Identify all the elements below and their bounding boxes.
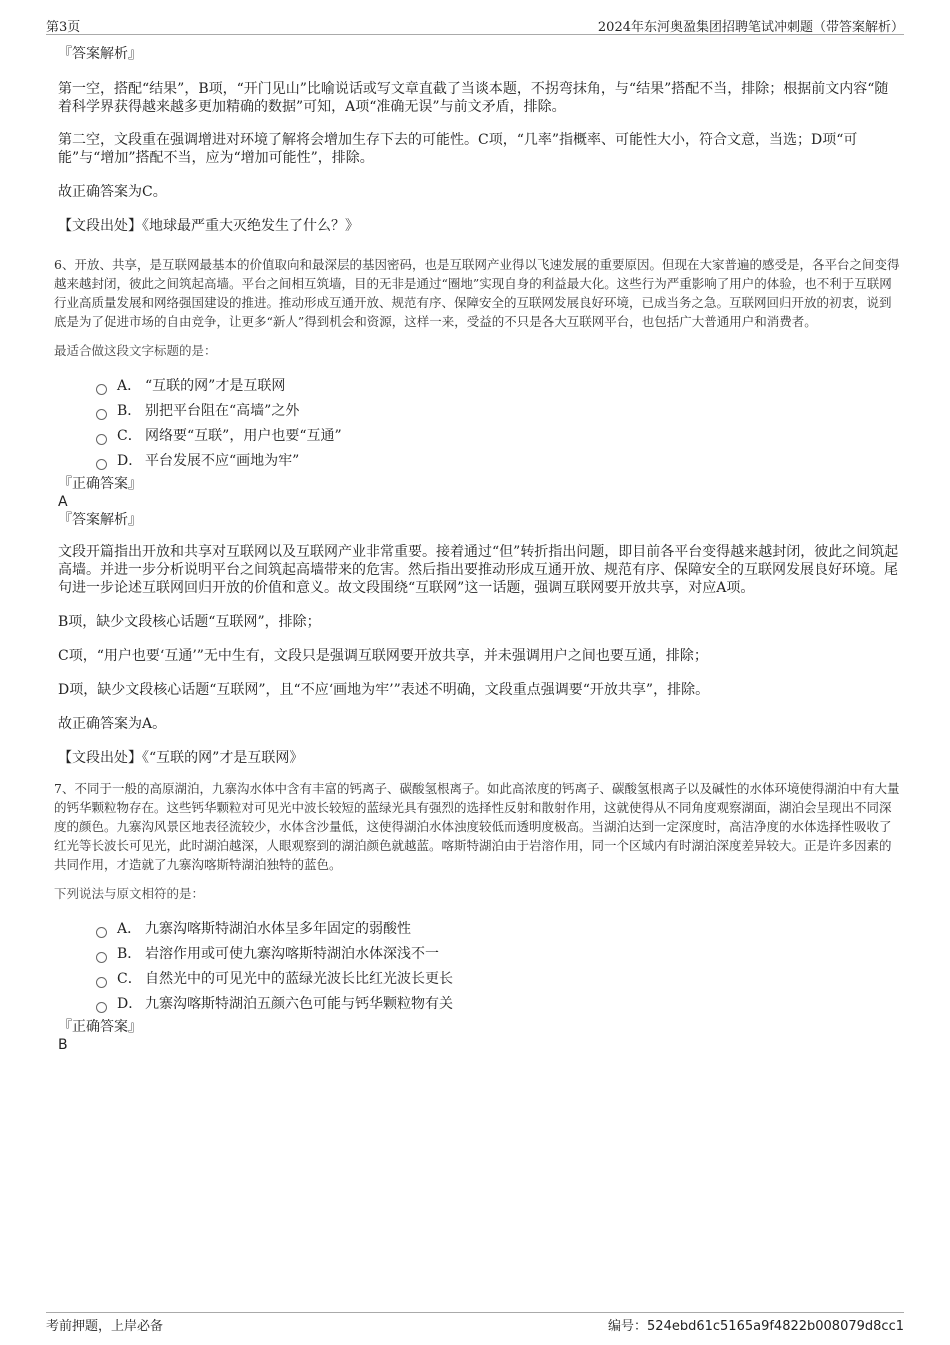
analysis-paragraph: D项，缺少文段核心话题“互联网”，且“不应‘画地为牢’”表述不明确，文段重点强调要“开放共享”，排除。	[58, 682, 710, 698]
question-7-text: 7、不同于一般的高原湖泊，九寨沟水体中含有丰富的钙离子、碳酸氢根离子。如此高浓度的钙离子、碳酸氢根离子以及碱性的水体环境使得湖泊中有大量的钙华颗粒物存在。这些钙华颗粒对可见光中波长较短的蓝绿光具有强烈的选择性反射和散射作用，这就使得从不同角度观察湖面，湖泊会呈现出不同深度的颜色。九寨沟风景区地表径流较少，水体含沙量低，这使得湖泊水体浊度较低而透明度极高。当湖泊达到一定深度时，高洁净度的水体选择性吸收了红光等长波长可见光，此时湖泊越深，人眼观察到的湖泊颜色就越蓝。喀斯特湖泊由于岩溶作用，同一个区域内有时湖泊深度差异较大。正是许多因素的共同作用，才造就了九寨沟喀斯特湖泊独特的蓝色。	[54, 781, 900, 872]
source-citation: 【文段出处】《地球最严重大灭绝发生了什么？》	[58, 218, 359, 234]
analysis-label: 『答案解析』	[58, 512, 142, 528]
correct-answer: B	[58, 1037, 68, 1053]
radio-icon[interactable]	[96, 409, 107, 420]
radio-icon[interactable]	[96, 459, 107, 470]
document-title: 2024年东河奥盈集团招聘笔试冲刺题（带答案解析）	[597, 20, 904, 35]
question-6-prompt: 最适合做这段文字标题的是：	[54, 343, 217, 358]
question-6-options	[54, 374, 900, 474]
correct-answer-label: 『正确答案』	[58, 1019, 142, 1035]
analysis-paragraph: 第二空，文段重在强调增进对环境了解将会增加生存下去的可能性。C项，“几率”指概率、可能性大小，符合文意，当选；D项“可能”与“增加”搭配不当，应为“增加可能性”，排除。	[58, 132, 858, 166]
radio-icon[interactable]	[96, 927, 107, 938]
analysis-conclusion: 故正确答案为A。	[58, 716, 167, 732]
radio-icon[interactable]	[96, 952, 107, 963]
question-6-text: 6、开放、共享，是互联网最基本的价值取向和最深层的基因密码，也是互联网产业得以飞速发展的重要原因。但现在大家普遍的感受是，各平台之间变得越来越封闭，彼此之间筑起高墙。平台之间相互筑墙，目的无非是通过“圈地”实现自身的利益最大化。这些行为严重影响了用户的体验，也不利于互联网行业高质量发展和网络强国建设的推进。推动形成互通开放、规范有序、保障安全的互联网发展良好环境，已成当务之急。互联网回归开放的初衷，说到底是为了促进市场的自由竞争，让更多“新人”得到机会和资源，这样一来，受益的不只是各大互联网平台，也包括广大普通用户和消费者。	[54, 257, 900, 329]
option-a[interactable]: A． 九寨沟喀斯特湖泊水体呈多年固定的弱酸性	[96, 917, 900, 942]
question-7-options	[54, 917, 900, 1017]
analysis-paragraph: B项，缺少文段核心话题“互联网”，排除；	[58, 614, 321, 630]
correct-answer: A	[58, 494, 68, 510]
option-c[interactable]: C． 网络要“互联”，用户也要“互通”	[96, 424, 900, 449]
option-b[interactable]: B． 岩溶作用或可使九寨沟喀斯特湖泊水体深浅不一	[96, 942, 900, 967]
analysis-label: 『答案解析』	[58, 46, 142, 62]
analysis-paragraph: 第一空，搭配“结果”，B项，“开门见山”比喻说话或写文章直截了当谈本题，不拐弯抹角，与“结果”搭配不当，排除；根据前文内容“随着科学界获得越来越多更加精确的数据”可知，A项“准确无误”与前文矛盾，排除。	[58, 81, 889, 115]
analysis-paragraph: 文段开篇指出开放和共享对互联网以及互联网产业非常重要。接着通过“但”转折指出问题，即目前各平台变得越来越封闭，彼此之间筑起高墙。并进一步分析说明平台之间筑起高墙带来的危害。然后指出要推动形成互通开放、规范有序、保障安全的互联网发展良好环境。尾句进一步论述互联网回归开放的价值和意义。故文段围绕“互联网”这一话题，强调互联网要开放共享，对应A项。	[58, 544, 899, 596]
page-content	[54, 44, 900, 1053]
option-d[interactable]: D． 九寨沟喀斯特湖泊五颜六色可能与钙华颗粒物有关	[96, 992, 900, 1017]
option-a[interactable]: A． “互联的网”才是互联网	[96, 374, 900, 399]
option-b[interactable]: B． 别把平台阻在“高墙”之外	[96, 399, 900, 424]
footer-slogan: 考前押题，上岸必备	[46, 1319, 164, 1334]
source-citation: 【文段出处】《“互联的网”才是互联网》	[58, 750, 304, 766]
correct-answer-label: 『正确答案』	[58, 476, 142, 492]
page-number: 第3页	[46, 20, 81, 35]
question-7-prompt: 下列说法与原文相符的是：	[54, 886, 205, 901]
radio-icon[interactable]	[96, 977, 107, 988]
analysis-paragraph: C项，“用户也要‘互通’”无中生有，文段只是强调互联网要开放共享，并未强调用户之间也要互通，排除；	[58, 648, 708, 664]
radio-icon[interactable]	[96, 434, 107, 445]
radio-icon[interactable]	[96, 1002, 107, 1013]
option-c[interactable]: C． 自然光中的可见光中的蓝绿光波长比红光波长更长	[96, 967, 900, 992]
page-footer	[46, 1312, 904, 1334]
analysis-conclusion: 故正确答案为C。	[58, 184, 167, 200]
document-code: 编号：524ebd61c5165a9f4822b008079d8cc1	[608, 1319, 904, 1334]
page-header	[46, 14, 904, 35]
option-d[interactable]: D． 平台发展不应“画地为牢”	[96, 449, 900, 474]
radio-icon[interactable]	[96, 384, 107, 395]
